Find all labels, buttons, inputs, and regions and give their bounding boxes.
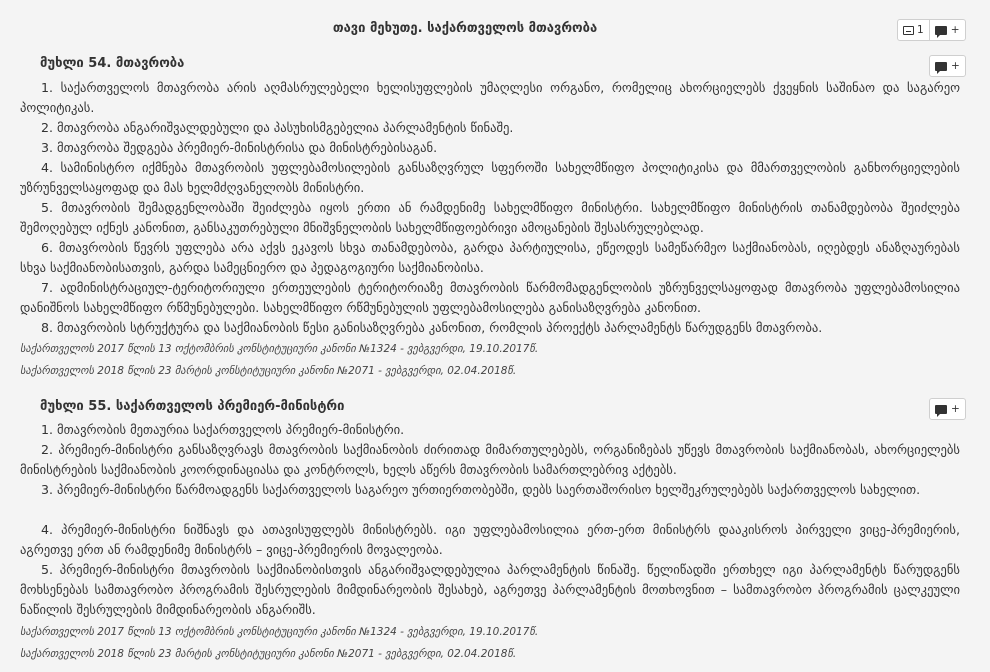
article-toolbar [929, 55, 966, 77]
add-comment-button[interactable] [930, 56, 965, 76]
plus-label: + [951, 60, 960, 72]
amendment-note: საქართველოს 2018 წლის 23 მარტის კონსტიტუციური კანონი №2071 - ვებგვერდი, 02.04.2018წ. [20, 648, 517, 660]
amendment-note: საქართველოს 2017 წლის 13 ოქტომბრის კონსტიტუციური კანონი №1324 - ვებგვერდი, 19.10.2017წ. [20, 343, 539, 355]
article-title: მუხლი 54. მთავრობა [40, 56, 185, 71]
paragraph: 1. მთავრობის მეთაურია საქართველოს პრემიერ-მინისტრი. [41, 422, 405, 437]
inbox-icon [903, 26, 914, 35]
paragraph: 3. მთავრობა შედგება პრემიერ-მინისტრისა და მინისტრებისაგან. [41, 140, 438, 155]
paragraph: 3. პრემიერ-მინისტრი წარმოადგენს საქართველოს საგარეო ურთიერთობებში, დებს საერთაშორისო ხელშეკრულებებს საქართველოს სახელით. [41, 482, 921, 497]
paragraph: 6. მთავრობის წევრს უფლება არა აქვს ეკავოს სხვა თანამდებობა, გარდა პარტიულისა, ეწეოდეს სამეწარმეო საქმიანობას, იღებდეს ანაზღაურებას სხვა საქმიანობისათვის, გარდა სამეცნიერო და პედაგოგიური საქმიანობისა. [20, 240, 960, 275]
article-toolbar [929, 398, 966, 420]
paragraph: 7. ადმინისტრაციულ-ტერიტორიული ერთეულების ტერიტორიაზე მთავრობის წარმომადგენლობის უზრუნველსაყოფად მთავრობა უფლებამოსილია დანიშნოს სახელმწიფო რწმუნებულები. სახელმწიფო რწმუნებულის უფლებამოსილება განისაზღვრება კანონით. [20, 280, 960, 315]
comment-icon [935, 26, 947, 35]
amendment-note: საქართველოს 2017 წლის 13 ოქტომბრის კონსტიტუციური კანონი №1324 - ვებგვერდი, 19.10.2017წ. [20, 626, 539, 638]
paragraph: 5. პრემიერ-მინისტრი მთავრობის საქმიანობისთვის ანგარიშვალდებულია პარლამენტის წინაშე. წელიწადში ერთხელ იგი პარლამენტს წარუდგენს მოხსენებას სამთავრობო პროგრამის შესრულების მიმდინარეობის შესახებ, აგრეთვე პარლამენტის მოთხოვნით – სამთავრობო პროგრამის ცალკეული ნაწილის შესრულების მიმდინარეობის ანგარიშს. [20, 562, 960, 617]
add-comment-button[interactable] [929, 20, 965, 40]
references-button[interactable] [898, 20, 929, 40]
paragraph: 2. პრემიერ-მინისტრი განსაზღვრავს მთავრობის საქმიანობის ძირითად მიმართულებებს, ორგანიზებას უწევს მთავრობის საქმიანობას, ახორციელებს მინისტრების საქმიანობის კოორდინაციასა და კონტროლს, ხელს აწერს მთავრობის სამართლებრივ აქტებს. [20, 442, 960, 477]
references-count: 1 [917, 24, 924, 36]
paragraph: 4. პრემიერ-მინისტრი ნიშნავს და ათავისუფლებს მინისტრებს. იგი უფლებამოსილია ერთ-ერთ მინისტრს დააკისროს პირველი ვიცე-პრემიერის, აგრეთვე ერთ ან რამდენიმე მინისტრს – ვიცე-პრემიერის მოვალეობა. [20, 522, 960, 557]
amendment-note: საქართველოს 2018 წლის 23 მარტის კონსტიტუციური კანონი №2071 - ვებგვერდი, 02.04.2018წ. [20, 365, 517, 377]
add-comment-button[interactable] [930, 399, 965, 419]
plus-label: + [951, 403, 960, 415]
chapter-title: თავი მეხუთე. საქართველოს მთავრობა [332, 21, 598, 36]
paragraph: 5. მთავრობის შემადგენლობაში შეიძლება იყოს ერთი ან რამდენიმე სახელმწიფო მინისტრი. სახელმწიფო მინისტრის თანამდებობა შეიძლება შემოღებულ იქნეს კანონით, განსაკუთრებული მნიშვნელობის სახელმწიფოებრივი ამოცანების შესასრულებლად. [20, 200, 960, 235]
article-title: მუხლი 55. საქართველოს პრემიერ-მინისტრი [40, 399, 345, 414]
paragraph: 4. სამინისტრო იქმნება მთავრობის უფლებამოსილების განსაზღვრულ სფეროში სახელმწიფო პოლიტიკისა და მმართველობის განხორციელების უზრუნველსაყოფად და მას ხელმძღვანელობს მინისტრი. [20, 160, 960, 195]
paragraph: 8. მთავრობის სტრუქტურა და საქმიანობის წესი განისაზღვრება კანონით, რომლის პროექტს პარლამენტს წარუდგენს მთავრობა. [41, 320, 823, 335]
chapter-toolbar [897, 19, 966, 41]
comment-icon [935, 62, 947, 71]
paragraph: 1. საქართველოს მთავრობა არის აღმასრულებელი ხელისუფლების უმაღლესი ორგანო, რომელიც ახორციელებს ქვეყნის საშინაო და საგარეო პოლიტიკას. [20, 80, 960, 115]
comment-icon [935, 405, 947, 414]
plus-label: + [950, 24, 960, 36]
paragraph: 2. მთავრობა ანგარიშვალდებული და პასუხისმგებელია პარლამენტის წინაშე. [41, 120, 514, 135]
